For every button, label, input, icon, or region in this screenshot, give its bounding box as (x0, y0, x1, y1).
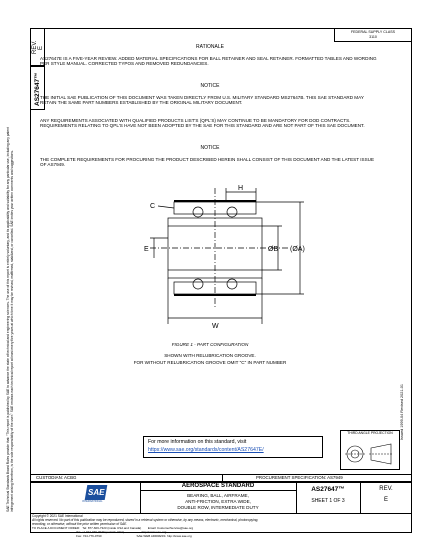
notice1-title: NOTICE (200, 83, 220, 89)
copyright-line-4: TO PLACE A DOCUMENT ORDER: Tel: 877-606-7323 (inside USA and Canada) Email: CustomerService@sae.org (32, 526, 194, 530)
tb-rev-label: REV. (379, 486, 393, 492)
rev-label-top: REV. (32, 40, 38, 54)
notice2-text: THE COMPLETE REQUIREMENTS FOR PROCURING THE PRODUCT DESCRIBED HEREIN SHALL CONSIST OF THIS DOCUMENT AND THE LATEST ISSUE OF AS7949. (40, 157, 375, 168)
procurement-text: PROCUREMENT SPECIFICATION: AS7949 (256, 475, 343, 480)
custodian-text: CUSTODIAN: ACBG (36, 475, 77, 480)
sheet-number: SHEET 1 OF 3 (311, 498, 345, 504)
figure-caption: FIGURE 1 - PART CONFIGURATION (171, 342, 249, 347)
tb-rev-value: E (383, 497, 388, 503)
title-line-3: DOUBLE ROW, INTERMEDIATE DUTY (177, 505, 259, 510)
label-c: C (150, 203, 156, 210)
custodian-bar (30, 474, 412, 482)
supply-class-line1: FEDERAL SUPPLY CLASS (350, 30, 396, 34)
copyright-line-1: Copyright © 2021 SAE International (32, 514, 83, 518)
copyright-line-6: Fax: 724-776-0790 SAE WEB ADDRESS: http://www.sae.org (32, 534, 192, 538)
info-box-link[interactable]: https://www.sae.org/standards/content/AS27647E/ (148, 447, 264, 453)
label-w: W (212, 323, 219, 330)
label-a: (ØA) (290, 246, 305, 253)
copyright-line-5: Tel: +1 724-776-4970 (outside USA) http://www.sae.org (32, 530, 167, 534)
rationale-title: RATIONALE (196, 44, 224, 50)
title-line-1: BEARING, BALL, AIRFRAME, (187, 493, 249, 498)
label-b: ØB (268, 246, 279, 253)
notice1-text: THE INITIAL SAE PUBLICATION OF THIS DOCUMENT WAS TAKEN DIRECTLY FROM U.S. MILITARY STANDARD MS27647B. THIS SAE STANDARD MAY RETAIN THE SAME PART NUMBERS ESTABLISHED BY THE ORIGINAL MILITARY DOCUMENT. (40, 95, 364, 106)
title-line-2: ANTI-FRICTION, EXTRA WIDE, (185, 499, 251, 504)
part-number: AS27647™ (311, 486, 345, 493)
label-e: E (144, 246, 149, 253)
figure-note-2: FOR WITHOUT RELUBRICATION GROOVE OMIT "C" IN PART NUMBER (133, 360, 287, 365)
copyright-line-2: All rights reserved. No part of this publication may be reproduced, stored in a retrieval system or otherwise, by any means, electronic, mechanical, photocopying, (32, 518, 259, 522)
third-angle-label: THIRD ANGLE PROJECTION (347, 431, 393, 435)
notice1-text2: ANY REQUIREMENTS ASSOCIATED WITH QUALIFIED PRODUCTS LIST'S (QPL'S) MAY CONTINUE TO BE MANDATORY FOR DOD CONTRACTS. REQUIREMENTS RELATING TO QPL'S HAVE NOT BEEN ADOPTED BY THE SAE FOR THIS STANDARD AND ARE NOT PART OF THIS SAE DOCUMENT. (40, 118, 365, 129)
third-angle-symbol-icon (343, 440, 397, 468)
tb-heading-line (140, 490, 296, 491)
rev-value-top: E (38, 45, 44, 50)
legal-note-text: SAE Technical Standards Board Rules provide that: "This report is published by SAE to advance the state of technical and engineering sciences. The use of this report is entirely voluntary, and its applicability and suitability for any particular use, including any patent infringement arising therefrom, is the sole responsibility of the user." SAE reviews each technical report at least every five years at which time it may be revised, reaffirmed, stabilized, or cancelled. SAE invites your written comments and suggestions. (6, 127, 15, 512)
custodian-divider (222, 474, 223, 482)
issue-dates: Issued 1999-04 Revised 2021-01 (400, 384, 404, 440)
title-heading: AEROSPACE STANDARD (181, 483, 255, 489)
sae-logo-text: SAE (88, 488, 105, 497)
info-box-line1: For more information on this standard, visit (148, 439, 247, 445)
left-margin-legal-note (6, 112, 14, 512)
label-h: H (238, 185, 244, 192)
sae-logo-sub: INTERNATIONAL (82, 500, 103, 503)
supply-class-line2: 3110 (369, 35, 377, 39)
rationale-text: AS27647E IS A FIVE-YEAR REVIEW. ADDED MATERIAL SPECIFICATIONS FOR BALL RETAINER AND SEAL RETAINER. FORMATTED TABLES AND WORDING PER STYLE MANUAL. CORRECTED TYPOS AND REMOVED REDUNDANCIES. (40, 56, 377, 67)
doc-number-vertical: AS27647™ (34, 72, 41, 106)
notice2-title: NOTICE (200, 145, 220, 151)
sae-logo (82, 485, 106, 507)
bearing-drawing (140, 178, 340, 338)
copyright-line-3: recording, or otherwise, without the prior written permission of SAE. (32, 522, 128, 526)
figure-note-1: SHOWN WITH RELUBRICATION GROOVE. (164, 353, 256, 358)
